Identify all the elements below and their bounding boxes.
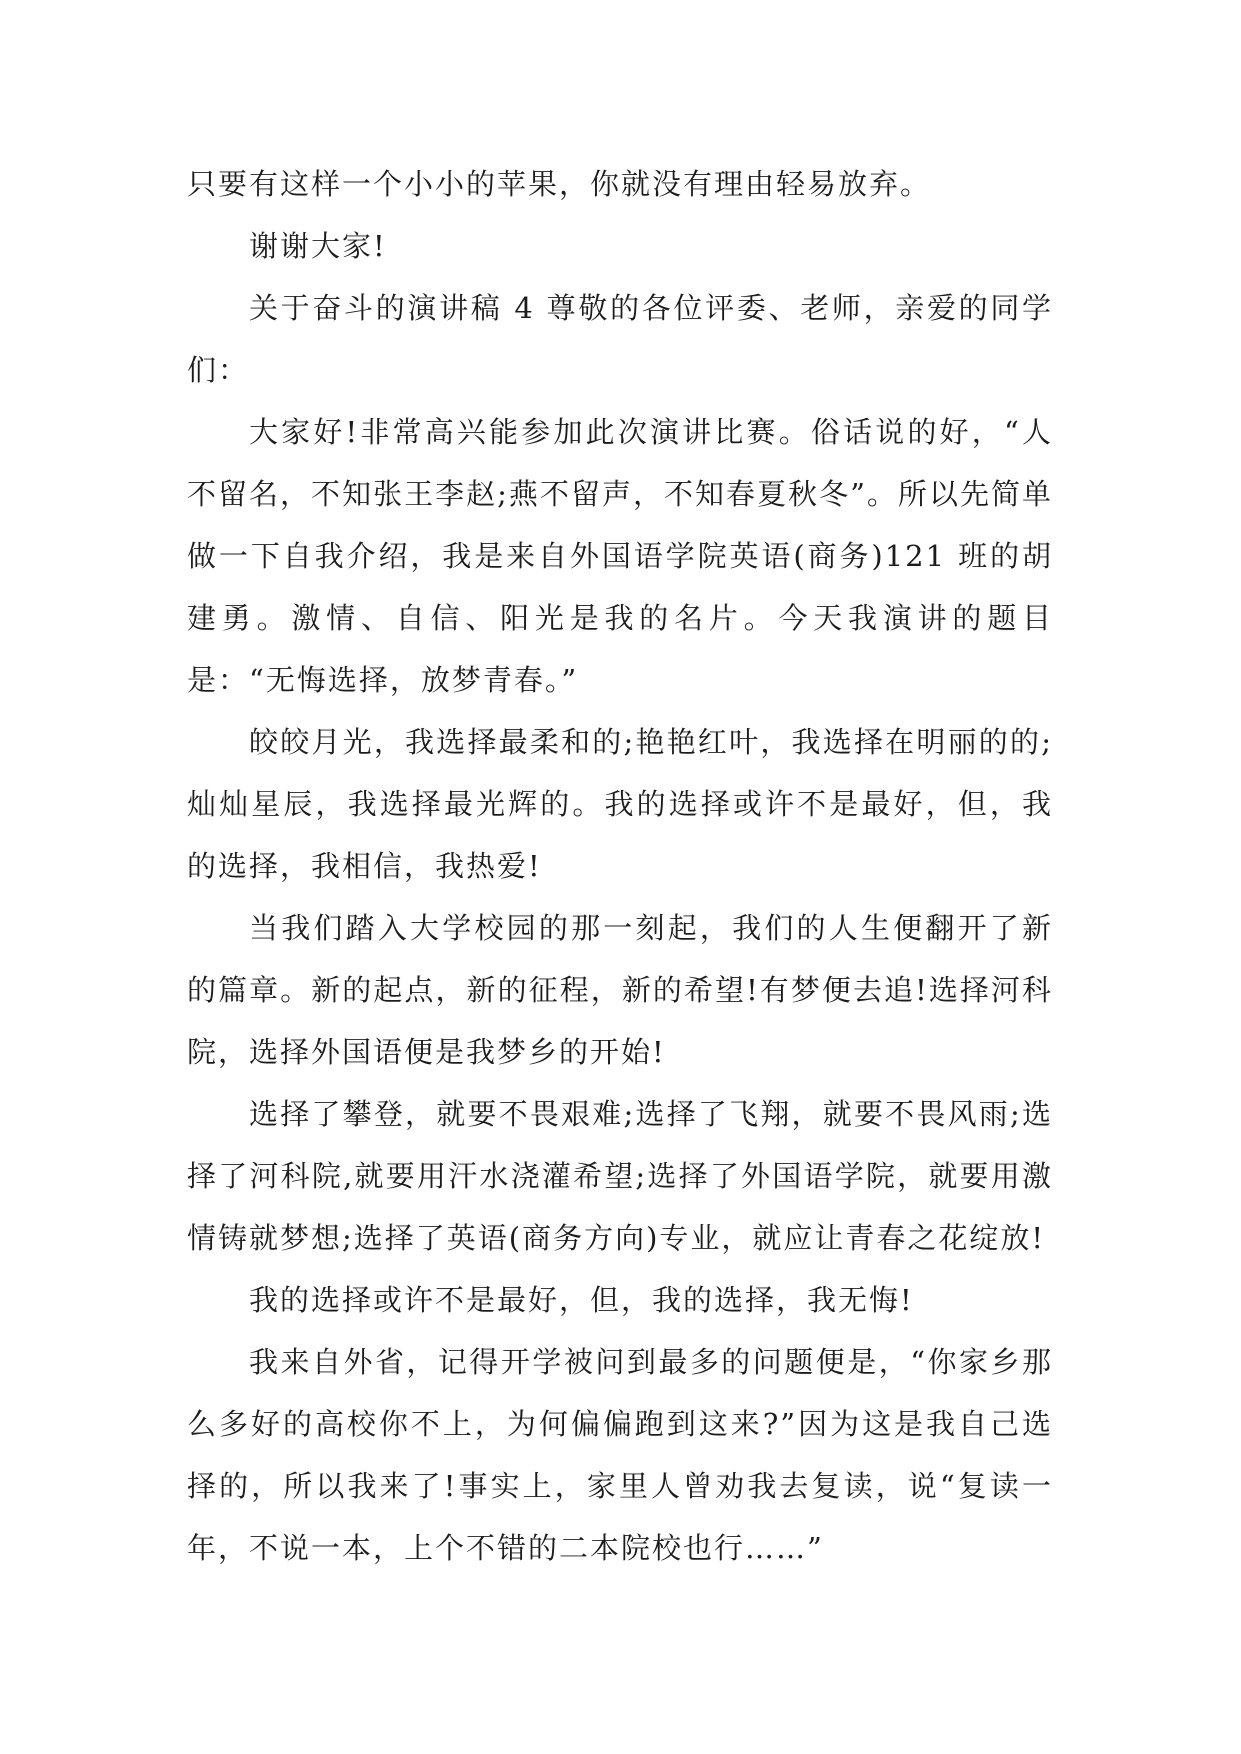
paragraph-no-regret: 我的选择或许不是最好，但，我的选择，我无悔! <box>249 1283 914 1317</box>
paragraph-from-other-province: 我来自外省，记得开学被问到最多的问题便是，“你家乡那么多好的高校你不上，为何偏偏跑到这来?”因为这是我自己选择的，所以我来了!事实上，家里人曾劝我去复读，说“复读一年，不说一本，上个不错的二本院校也行……” <box>187 1345 1053 1565</box>
paragraph-continuation: 只要有这样一个小小的苹果，你就没有理由轻易放弃。 <box>187 167 932 201</box>
paragraph-choices-climbing: 选择了攀登，就要不畏艰难;选择了飞翔，就要不畏风雨;选择了河科院,就要用汗水浇灌希望;选择了外国语学院，就要用激情铸就梦想;选择了英语(商务方向)专业，就应让青春之花绽放! <box>187 1097 1053 1255</box>
paragraph-university-start: 当我们踏入大学校园的那一刻起，我们的人生便翻开了新的篇章。新的起点，新的征程，新的希望!有梦便去追!选择河科院，选择外国语便是我梦乡的开始! <box>187 911 1053 1069</box>
paragraph-thanks: 谢谢大家! <box>249 229 387 263</box>
paragraph-self-introduction: 大家好!非常高兴能参加此次演讲比赛。俗话说的好，“人不留名，不知张王李赵;燕不留声，不知春夏秋冬”。所以先简单做一下自我介绍，我是来自外国语学院英语(商务)121 班的胡建勇。激情、自信、阳光是我的名片。今天我演讲的题目是：“无悔选择，放梦青春。” <box>187 415 1053 697</box>
paragraph-speech-title-greeting: 关于奋斗的演讲稿 4 尊敬的各位评委、老师，亲爱的同学们： <box>187 291 1053 387</box>
document-body <box>187 153 1053 1579</box>
paragraph-choices-moonlight: 皎皎月光，我选择最柔和的;艳艳红叶，我选择在明丽的的;灿灿星辰，我选择最光辉的。我的选择或许不是最好，但，我的选择，我相信，我热爱! <box>187 725 1053 883</box>
